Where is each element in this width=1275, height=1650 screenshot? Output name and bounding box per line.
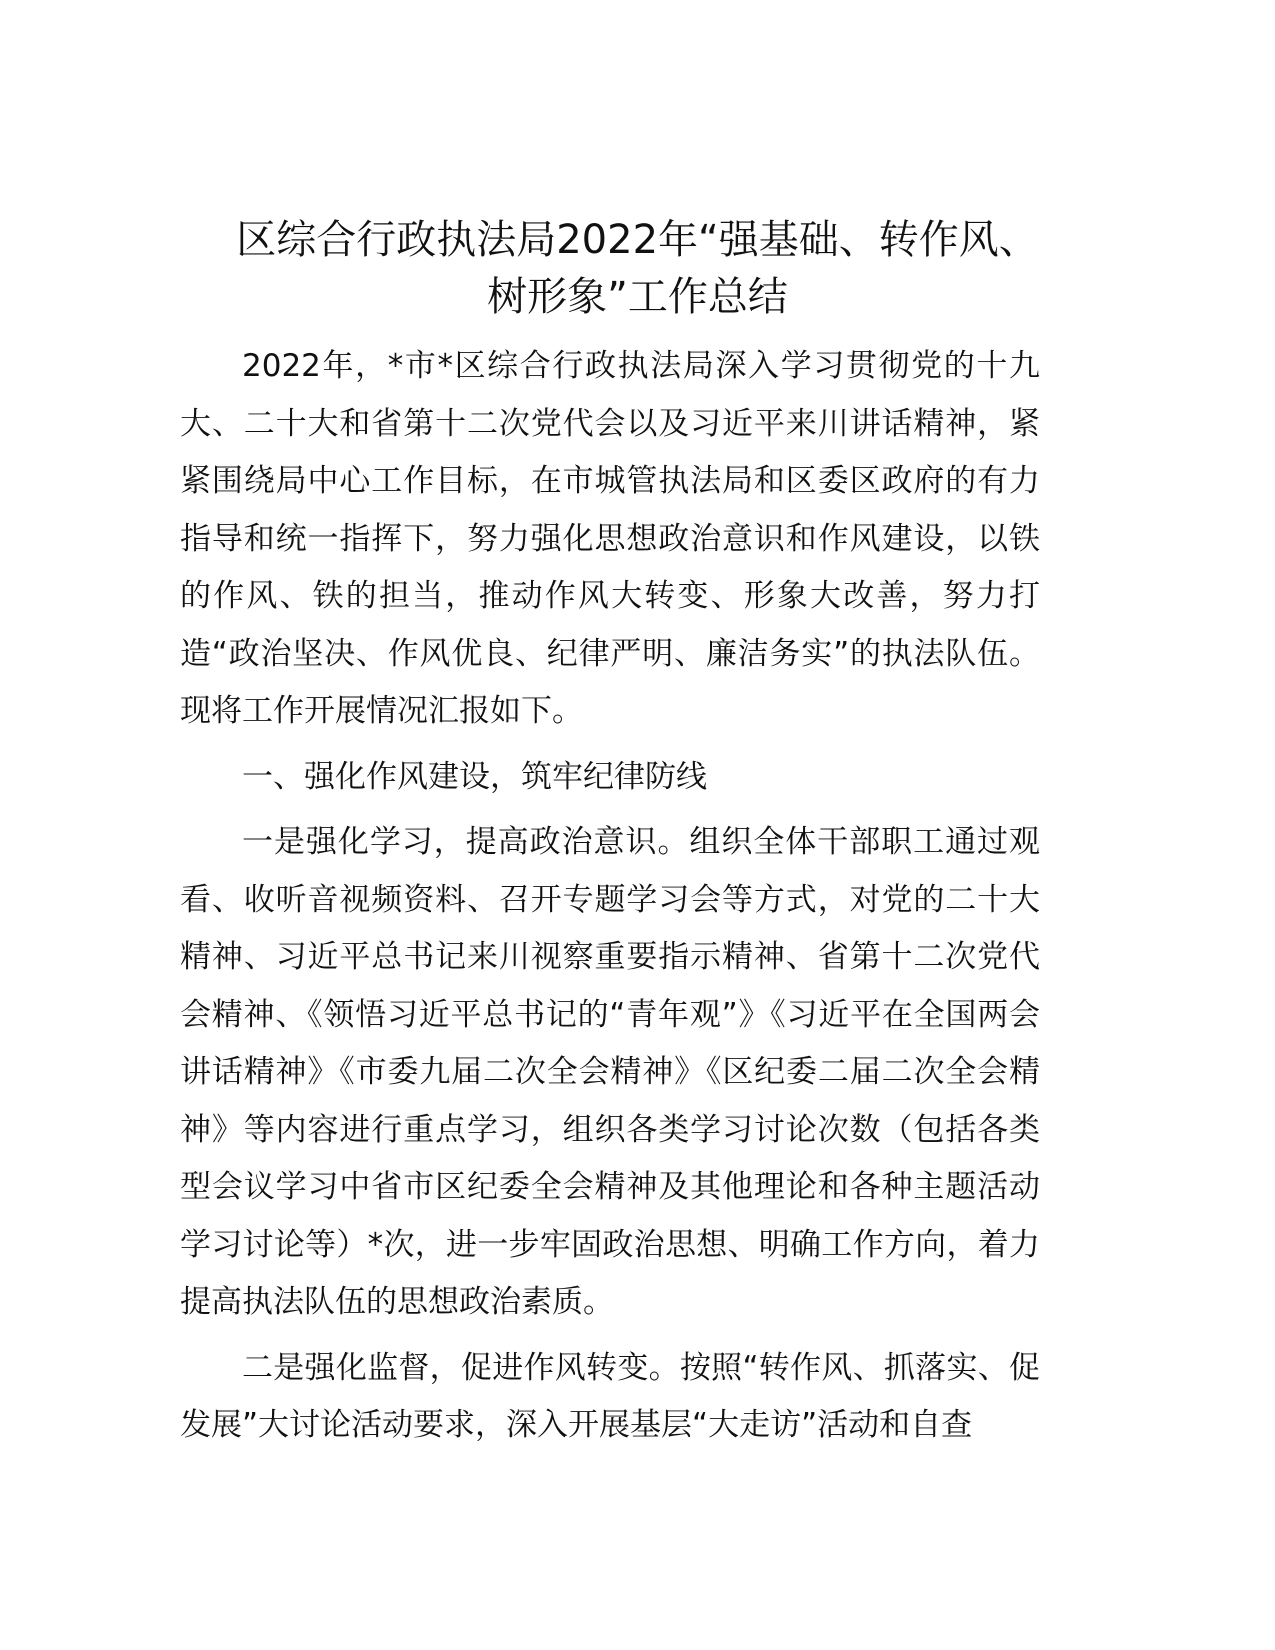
- paragraph-study: 一是强化学习，提高政治意识。组织全体干部职工通过观看、收听音视频资料、召开专题学习会等方式，对党的二十大精神、习近平总书记来川视察重要指示精神、省第十二次党代会精神、《领悟习近平总书记的“青年观”》《习近平在全国两会讲话精神》《市委九届二次全会精神》《区纪委二届二次全会精神》等内容进行重点学习，组织各类学习讨论次数（包括各类型会议学习中省市区纪委全会精神及其他理论和各种主题活动学习讨论等）*次，进一步牢固政治思想、明确工作方向，着力提高执法队伍的思想政治素质。: [180, 824, 1040, 1320]
- document-title: [150, 212, 1125, 326]
- title-line-1: 区综合行政执法局2022年“强基础、转作风、: [236, 217, 1039, 263]
- section-heading-1: 一、强化作风建设，筑牢纪律防线: [242, 758, 707, 795]
- title-line-2: 树形象”工作总结: [487, 274, 788, 320]
- document-body: [180, 338, 1040, 1455]
- intro-paragraph: 2022年，*市*区综合行政执法局深入学习贯彻党的十九大、二十大和省第十二次党代会以及习近平来川讲话精神，紧紧围绕局中心工作目标，在市城管执法局和区委区政府的有力指导和统一指挥下，努力强化思想政治意识和作风建设，以铁的作风、铁的担当，推动作风大转变、形象大改善，努力打造“政治坚决、作风优良、纪律严明、廉洁务实”的执法队伍。现将工作开展情况汇报如下。: [180, 348, 1040, 729]
- paragraph-supervision: 二是强化监督，促进作风转变。按照“转作风、抓落实、促发展”大讨论活动要求，深入开展基层“大走访”活动和自查: [180, 1349, 1040, 1443]
